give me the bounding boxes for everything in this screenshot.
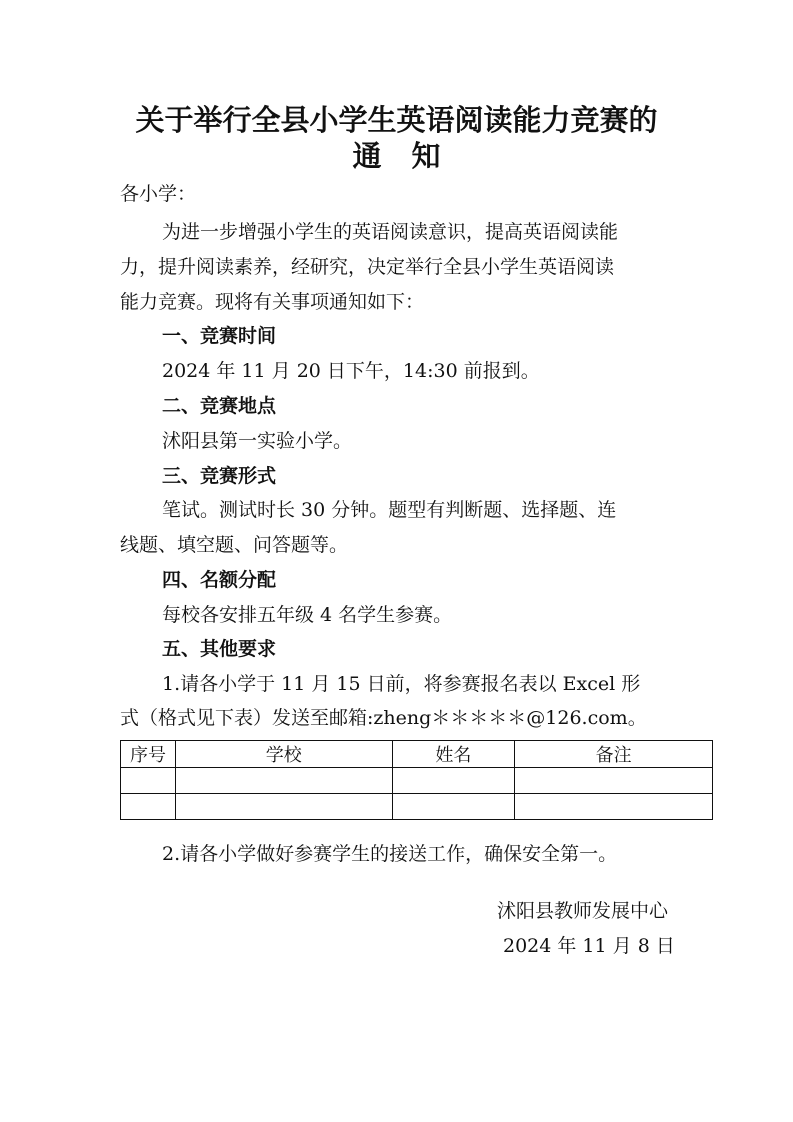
intro-line-1: 为进一步增强小学生的英语阅读意识，提高英语阅读能 [162,221,619,243]
intro-line-2: 力，提升阅读素养，经研究，决定举行全县小学生英语阅读 [120,256,615,278]
table-cell [121,794,176,820]
intro-line-3: 能力竞赛。现将有关事项通知如下： [120,291,425,313]
table-cell [515,768,713,794]
salutation: 各小学： [120,183,197,205]
table-row [121,794,713,820]
table-cell [515,794,713,820]
requirement-1-line-1: 1.请各小学于 11 月 15 日前，将参赛报名表以 Excel 形 [162,673,641,695]
table-cell [175,794,392,820]
table-row [121,768,713,794]
table-cell [175,768,392,794]
section-text-quota: 每校各安排五年级 4 名学生参赛。 [162,604,453,626]
table-header-remarks: 备注 [515,741,713,768]
section-text-form-1: 笔试。测试时长 30 分钟。题型有判断题、选择题、连 [162,499,617,521]
section-text-place: 沭阳县第一实验小学。 [162,430,353,452]
section-heading-form: 三、竞赛形式 [162,465,277,487]
document-title-notice: 通知 [352,139,471,173]
signature-organization: 沭阳县教师发展中心 [497,900,669,922]
table-cell [392,768,515,794]
table-header-name: 姓名 [392,741,515,768]
section-heading-time: 一、竞赛时间 [162,325,277,347]
table-header-row [121,741,713,768]
registration-table [120,740,713,820]
section-heading-place: 二、竞赛地点 [162,395,277,417]
section-heading-other: 五、其他要求 [162,638,277,660]
table-cell [392,794,515,820]
table-header-number: 序号 [121,741,176,768]
requirement-1-line-2: 式（格式见下表）发送至邮箱:zheng＊＊＊＊＊@126.com。 [120,707,647,729]
section-text-time: 2024 年 11 月 20 日下午，14:30 前报到。 [162,360,540,382]
section-text-form-2: 线题、填空题、问答题等。 [120,534,349,556]
signature-date: 2024 年 11 月 8 日 [503,935,675,957]
document-title: 关于举行全县小学生英语阅读能力竞赛的 [135,103,658,137]
section-heading-quota: 四、名额分配 [162,569,277,591]
table-cell [121,768,176,794]
requirement-2: 2.请各小学做好参赛学生的接送工作，确保安全第一。 [162,843,618,865]
table-header-school: 学校 [175,741,392,768]
